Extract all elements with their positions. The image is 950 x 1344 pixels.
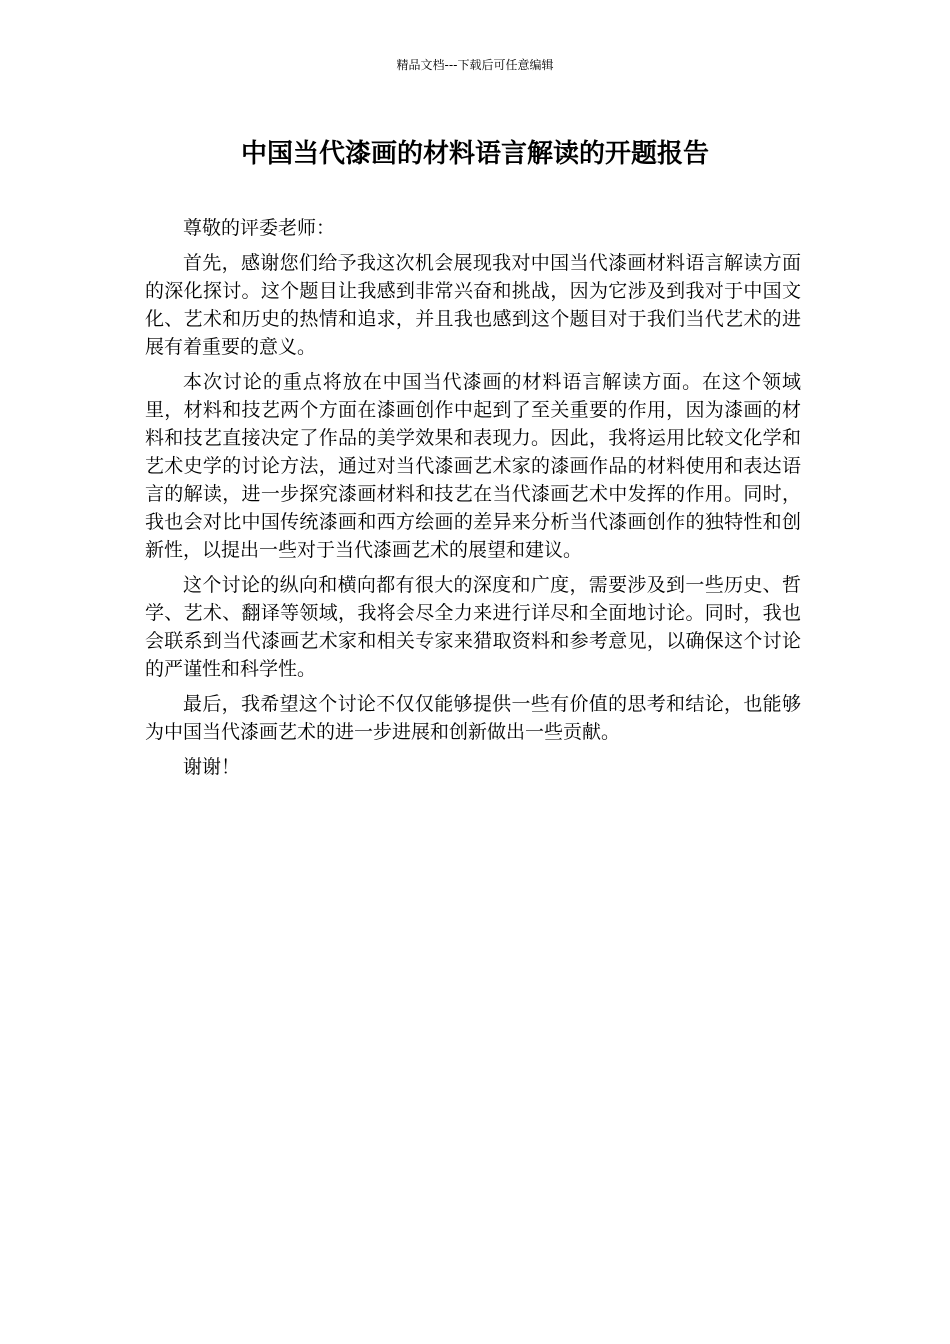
salutation: 尊敬的评委老师： — [183, 217, 336, 239]
paragraph-3: 这个讨论的纵向和横向都有很大的深度和广度，需要涉及到一些历史、哲学、艺术、翻译等领域，我将会尽全力来进行详尽和全面地讨论。同时，我也会联系到当代漆画艺术家和相关专家来猎取资料和参考意见，以确保这个讨论的严谨性和科学性。 — [145, 574, 801, 680]
header-note: 精品文档---下载后可任意编辑 — [396, 58, 554, 72]
paragraph-1: 首先，感谢您们给予我这次机会展现我对中国当代漆画材料语言解读方面的深化探讨。这个题目让我感到非常兴奋和挑战，因为它涉及到我对于中国文化、艺术和历史的热情和追求，并且我也感到这个题目对于我们当代艺术的进展有着重要的意义。 — [145, 252, 801, 358]
paragraph-4: 最后，我希望这个讨论不仅仅能够提供一些有价值的思考和结论，也能够为中国当代漆画艺术的进一步进展和创新做出一些贡献。 — [145, 693, 801, 743]
closing: 谢谢！ — [183, 756, 241, 778]
document-title: 中国当代漆画的材料语言解读的开题报告 — [240, 139, 709, 169]
document-body — [145, 214, 801, 788]
paragraph-2: 本次讨论的重点将放在中国当代漆画的材料语言解读方面。在这个领域里，材料和技艺两个方面在漆画创作中起到了至关重要的作用，因为漆画的材料和技艺直接决定了作品的美学效果和表现力。因此，我将运用比较文化学和艺术史学的讨论方法，通过对当代漆画艺术家的漆画作品的材料使用和表达语言的解读，进一步探究漆画材料和技艺在当代漆画艺术中发挥的作用。同时，我也会对比中国传统漆画和西方绘画的差异来分析当代漆画创作的独特性和创新性，以提出一些对于当代漆画艺术的展望和建议。 — [145, 371, 801, 561]
